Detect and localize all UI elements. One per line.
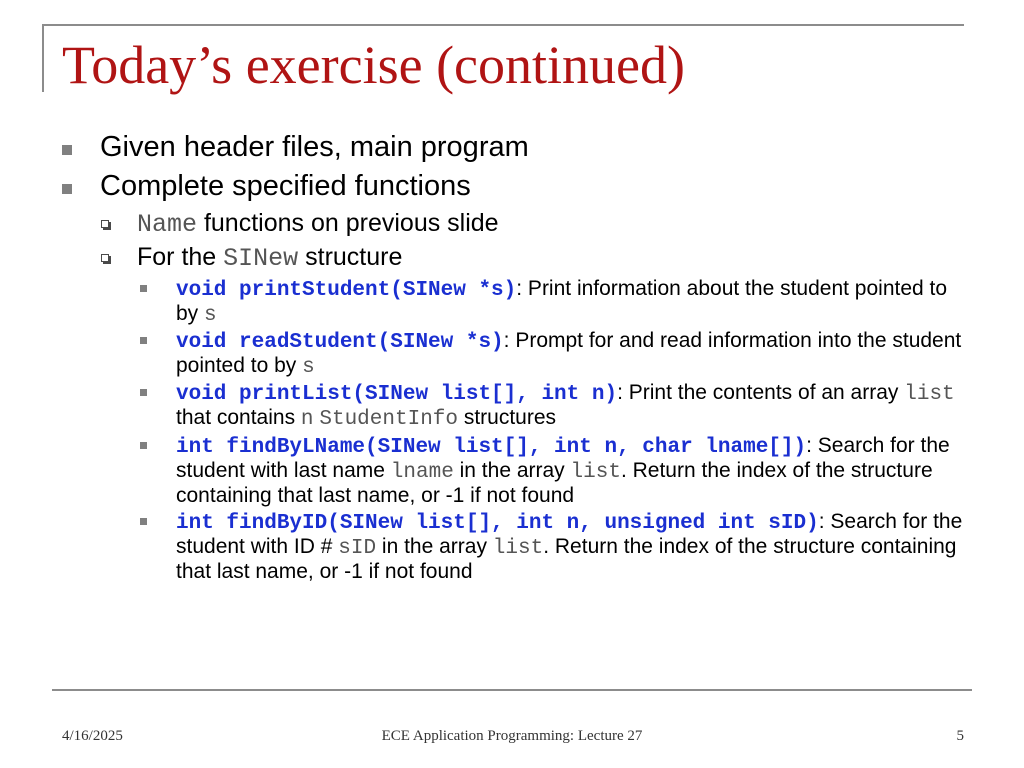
frame-top-rule — [42, 24, 964, 26]
bullet-given-header-files: Given header files, main program — [100, 131, 529, 163]
sub-bullet-marker — [101, 220, 109, 228]
sub-bullet-sinew-structure: For the SINew structure — [137, 243, 403, 273]
sub-bullet-marker — [101, 254, 109, 262]
code-sinew: SINew — [223, 244, 299, 273]
function-bullet-marker — [140, 285, 147, 292]
function-bullet-marker — [140, 518, 147, 525]
function-find-by-lname: int findByLName(SINew list[], int n, char lname[]): Search for the student with last name lname in the array list. Return the index of the structure containing that last name, or -1 if not found — [176, 434, 950, 507]
bullet-marker — [62, 145, 72, 155]
function-read-student: void readStudent(SINew *s): Prompt for and read information into the student pointed to by s — [176, 329, 962, 379]
function-print-list: void printList(SINew list[], int n): Print the contents of an array list that contains n StudentInfo structures — [176, 381, 955, 431]
footer-rule — [52, 689, 972, 691]
sub-bullet-name-functions: Name functions on previous slide — [137, 209, 499, 239]
function-bullet-marker — [140, 389, 147, 396]
footer-course-title: ECE Application Programming: Lecture 27 — [381, 728, 643, 744]
function-bullet-marker — [140, 442, 147, 449]
function-bullet-marker — [140, 337, 147, 344]
footer-date: 4/16/2025 — [62, 728, 123, 744]
bullet-marker — [62, 184, 72, 194]
slide-number: 5 — [956, 728, 964, 744]
function-find-by-id: int findByID(SINew list[], int n, unsigned int sID): Search for the student with ID # sID in the array list. Return the index of the structure containing that last name, or -1 if not found — [176, 510, 963, 583]
bullet-complete-functions: Complete specified functions — [100, 170, 471, 202]
slide-title: Today’s exercise (continued) — [62, 35, 685, 95]
function-print-student: void printStudent(SINew *s): Print information about the student pointed to by s — [176, 277, 948, 327]
code-name: Name — [137, 210, 198, 239]
frame-left-rule — [42, 24, 44, 92]
